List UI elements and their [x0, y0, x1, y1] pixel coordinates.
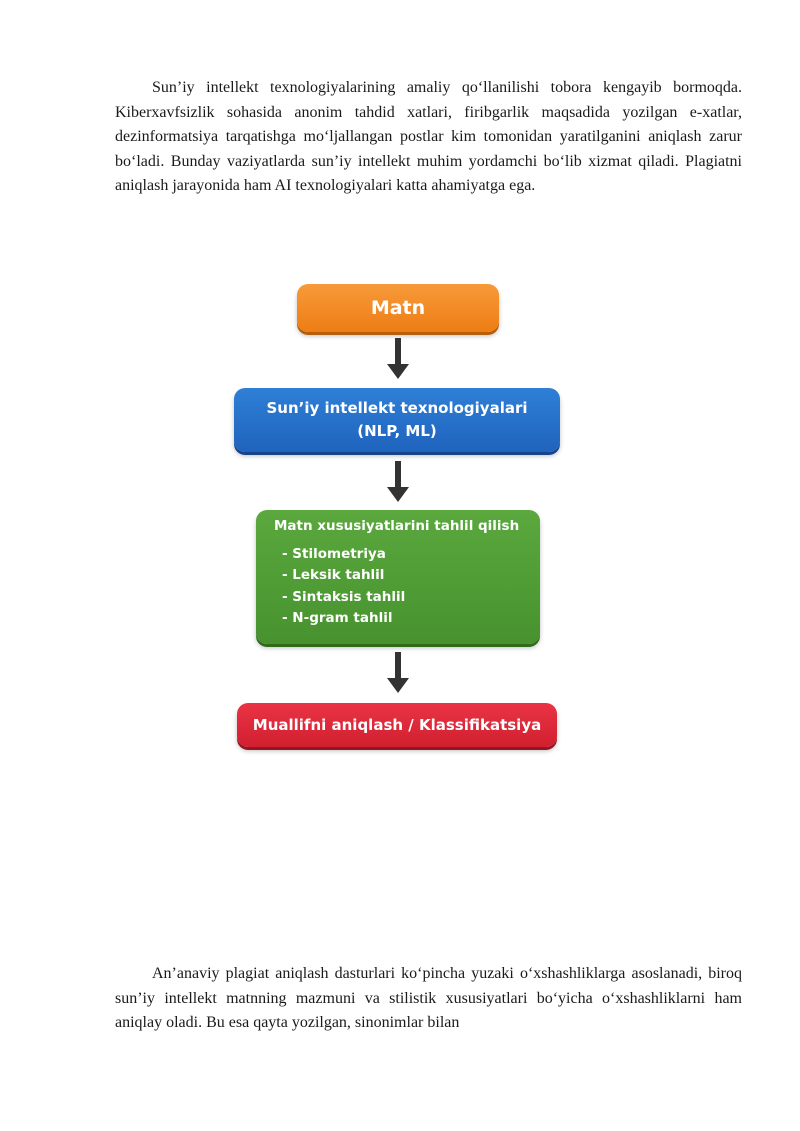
author-identification-box	[237, 703, 557, 747]
author-identification-label: Muallifni aniqlash / Klassifikatsiya	[252, 716, 542, 734]
input-text-label: Matn	[370, 297, 426, 319]
ai-technologies-box	[234, 388, 560, 452]
list-item: - Leksik tahlil	[282, 567, 385, 584]
down-arrow-icon	[386, 338, 410, 380]
ai-technologies-subtitle: (NLP, ML)	[357, 422, 437, 440]
input-text-box	[297, 284, 499, 332]
feature-analysis-box	[256, 510, 540, 644]
feature-analysis-heading: Matn xususiyatlarini tahlil qilish	[274, 518, 520, 534]
feature-analysis-list	[274, 544, 540, 630]
list-item: - N-gram tahlil	[282, 610, 393, 627]
list-item: - Stilometriya	[282, 546, 386, 562]
ai-technologies-title: Sun’iy intellekt texnologiyalari	[266, 399, 528, 417]
list-item: - Sintaksis tahlil	[282, 588, 406, 605]
intro-paragraph: Sun’iy intellekt texnologiyalarining amaliy qo‘llanilishi tobora kengayib bormoqda. Kiberxavfsizlik sohasida anonim tahdid xatlari, firibgarlik maqsadida yozilgan e-xatlar, dezinformatsiya tarqatishga mo‘ljallangan postlar kim tomonidan yaratilganini aniqlash zarur bo‘ladi. Bunday vaziyatlarda sun’iy intellekt muhim yordamchi bo‘lib xizmat qiladi. Plagiatni aniqlash jarayonida ham AI texnologiyalari katta ahamiyatga ega.	[115, 79, 742, 195]
down-arrow-icon	[386, 652, 410, 694]
down-arrow-icon	[386, 461, 410, 503]
outro-paragraph: An’anaviy plagiat aniqlash dasturlari ko‘pincha yuzaki o‘xshashliklarga asoslanadi, biroq sun’iy intellekt matnning mazmuni va stilistik xususiyatlari bo‘yicha o‘xshashliklarni ham aniqlay oladi. Bu esa qayta yozilgan, sinonimlar bilan	[115, 965, 742, 1032]
